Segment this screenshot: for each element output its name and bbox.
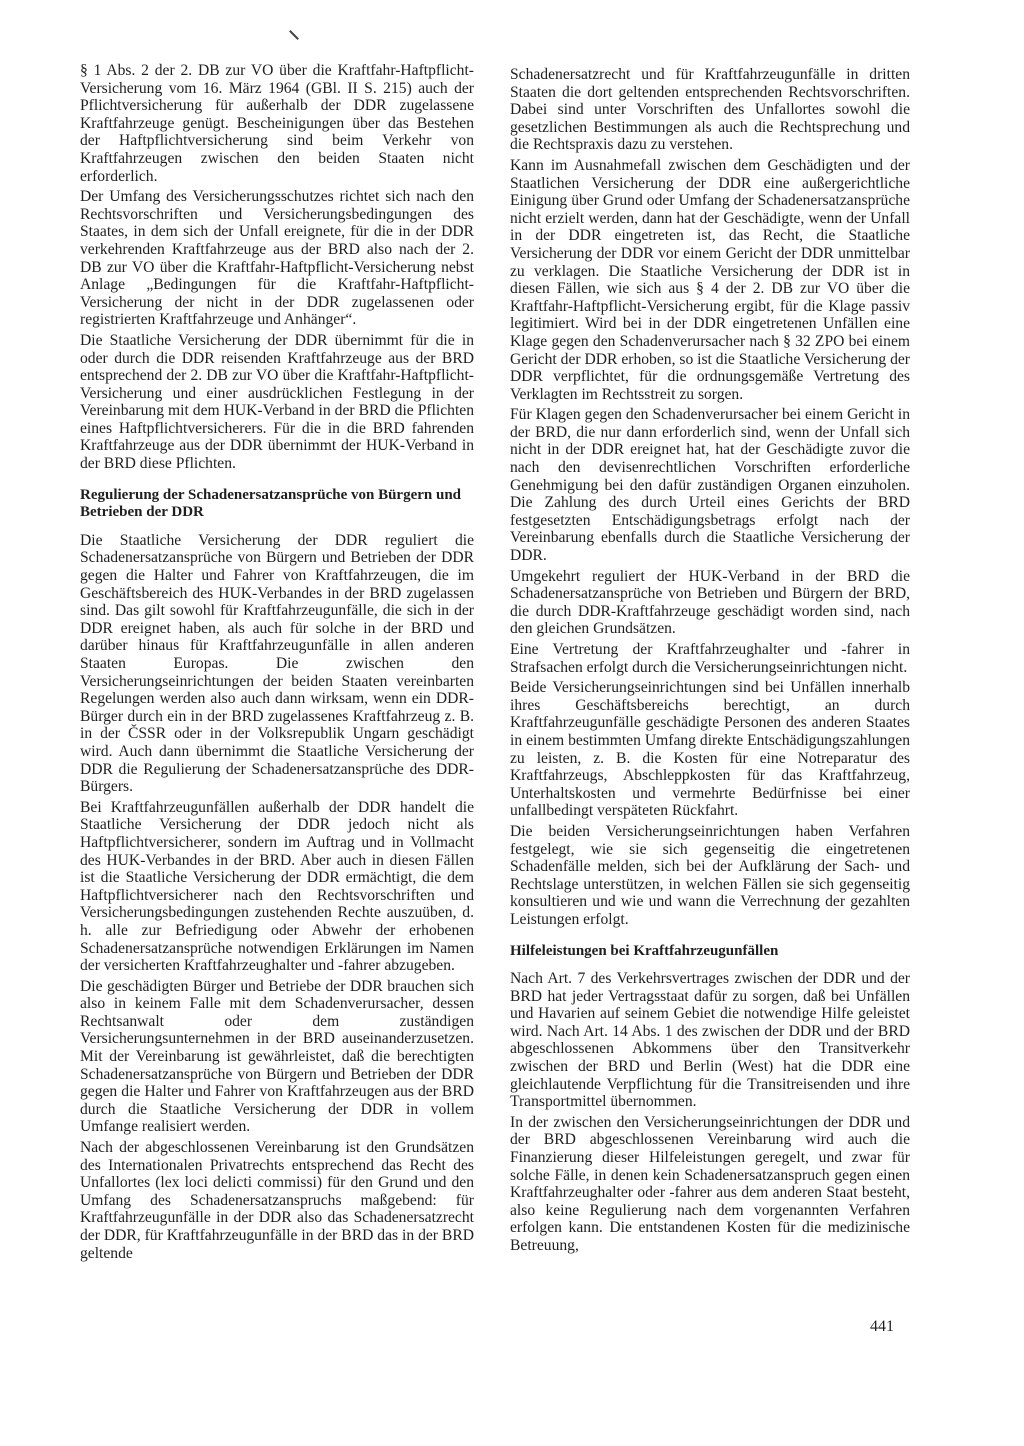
paragraph: Die Staatliche Versicherung der DDR übernimmt für die in oder durch die DDR reisenden Kraftfahrzeuge aus der BRD entsprechend der 2. DB zur VO über die Kraftfahr-Haftpflicht-Versicherung und einer ausdrücklichen Festlegung in der Vereinbarung mit dem HUK-Verband in der BRD die Pflichten eines Haftpflichtversicherers. Für die in die BRD fahrenden Kraftfahrzeuge aus der DDR übernimmt der HUK-Verband in der BRD diese Pflichten.	[80, 331, 474, 473]
paragraph: Kann im Ausnahmefall zwischen dem Geschädigten und der Staatlichen Versicherung der DDR eine außergerichtliche Einigung über Grund oder Umfang der Schadenersatzansprüche nicht erzielt werden, dann hat der Geschädigte, wenn der Unfall in der DDR eingetreten ist, das Recht, die Staatliche Versicherung der DDR vor einem Gericht der DDR unmittelbar zu verklagen. Die Staatliche Versicherung der DDR ist in diesen Fällen, wie sich aus § 4 der 2. DB zur VO über die Kraftfahr-Haftpflicht-Versicherung ergibt, für die Klage passiv legitimiert. Wird bei in der DDR eingetretenen Unfällen eine Klage gegen den Schadenverursacher nach § 32 ZPO bei einem Gericht der DDR erhoben, so ist die Staatliche Versicherung der DDR verpflichtet, für die ordnungsgemäße Vertretung des Verklagten im Rechtsstreit zu sorgen.	[510, 156, 910, 403]
left-column	[80, 62, 474, 1265]
paragraph: Umgekehrt reguliert der HUK-Verband in der BRD die Schadenersatzansprüche von Betrieben und Bürgern der BRD, die durch DDR-Kraftfahrzeuge geschädigt worden sind, nach den gleichen Grundsätzen.	[510, 567, 910, 638]
paragraph: Der Umfang des Versicherungsschutzes richtet sich nach den Rechtsvorschriften und Versicherungsbedingungen des Staates, in dem sich der Unfall ereignete, für die in der DDR verkehrenden Kraftfahrzeuge aus der BRD also nach der 2. DB zur VO über die Kraftfahr-Haftpflicht-Versicherung nebst Anlage „Bedingungen für die Kraftfahr-Haftpflicht-Versicherung der nicht in der DDR zugelassenen oder registrierten Kraftfahrzeuge und Anhänger“.	[80, 188, 474, 329]
paragraph: Nach Art. 7 des Verkehrsvertrages zwischen der DDR und der BRD hat jeder Vertragsstaat dafür zu sorgen, daß bei Unfällen und Havarien auf seinem Gebiet die notwendige Hilfe geleistet wird. Nach Art. 14 Abs. 1 des zwischen der DDR und der BRD abgeschlossenen Abkommens über den Transitverkehr zwischen der BRD und Berlin (West) hat die DDR eine gleichlautende Verpflichtung für die Transitreisenden und ihre Transportmittel übernommen.	[510, 970, 910, 1111]
section-heading: Regulierung der Schadenersatzansprüche von Bürgern und Betrieben der DDR	[80, 486, 462, 521]
paragraph: Schadenersatzrecht und für Kraftfahrzeugunfälle in dritten Staaten die dort geltenden entsprechenden Rechtsvorschriften. Dabei sind unter Vorschriften des Unfallortes sowohl die gesetzlichen Bestimmungen als auch die Rechtsprechung und die Rechtspraxis dazu zu verstehen.	[510, 66, 910, 154]
mark-top	[289, 30, 299, 40]
paragraph: Für Klagen gegen den Schadenverursacher bei einem Gericht in der BRD, die nur dann erforderlich sind, wenn der Unfall sich nicht in der DDR ereignet hat, hat der Geschädigte zuvor die nach den devisenrechtlichen Vorschriften erforderliche Genehmigung bei den dafür zuständigen Organen einzuholen. Die Zahlung des durch Urteil eines Gerichts der BRD festgesetzten Entschädigungsbetrags erfolgt nach der Vereinbarung ebenfalls durch die Staatliche Versicherung der DDR.	[510, 406, 910, 565]
paragraph: Die geschädigten Bürger und Betriebe der DDR brauchen sich also in keinem Falle mit dem Schadenverursacher, dessen Rechtsanwalt oder dem zuständigen Versicherungsunternehmen in der BRD auseinanderzusetzen. Mit der Vereinbarung ist gewährleistet, daß die berechtigten Schadenersatzansprüche von Bürgern und Betrieben der DDR gegen die Halter und Fahrer von Kraftfahrzeugen aus der BRD durch die Staatliche Versicherung der DDR in vollem Umfange realisiert werden.	[80, 977, 474, 1136]
paragraph: Die beiden Versicherungseinrichtungen haben Verfahren festgelegt, wie sie sich gegenseitig die eingetretenen Schadenfälle melden, sich bei der Aufklärung der Sach- und Rechtslage unterstützen, in welchen Fällen sie sich gegenseitig konsultieren und wie und wann die Verrechnung der gezahlten Leistungen erfolgt.	[510, 822, 910, 928]
paragraph: Eine Vertretung der Kraftfahrzeughalter und -fahrer in Strafsachen erfolgt durch die Versicherungseinrichtungen nicht.	[510, 641, 910, 676]
page-number: 441	[870, 1318, 894, 1335]
right-column	[510, 66, 910, 1258]
paragraph: Bei Kraftfahrzeugunfällen außerhalb der DDR handelt die Staatliche Versicherung der DDR jedoch nicht als Haftpflichtversicherer, sondern im Auftrag und in Vollmacht des HUK-Verbandes in der BRD. Aber auch in diesen Fällen ist die Staatliche Versicherung der DDR ermächtigt, die dem Haftpflichtversicherer nach den Rechtsvorschriften und Versicherungsbedingungen zustehenden Rechte auszuüben, d. h. alle zur Befriedigung oder Abwehr der erhobenen Schadenersatzansprüche notwendigen Erklärungen im Namen der versicherten Kraftfahrzeughalter und -fahrer abzugeben.	[80, 798, 474, 975]
paragraph: Nach der abgeschlossenen Vereinbarung ist den Grundsätzen des Internationalen Privatrechts entsprechend das Recht des Unfallortes (lex loci delicti commissi) für den Grund und den Umfang des Schadenersatzanspruchs maßgebend: für Kraftfahrzeugunfälle in der DDR also das Schadenersatzrecht der DDR, für Kraftfahrzeugunfälle in der BRD das in der BRD geltende	[80, 1139, 474, 1262]
section-heading: Hilfeleistungen bei Kraftfahrzeugunfällen	[510, 942, 779, 959]
paragraph: In der zwischen den Versicherungseinrichtungen der DDR und der BRD abgeschlossenen Vereinbarung wird auch die Finanzierung dieser Hilfeleistungen geregelt, und zwar für solche Fälle, in denen kein Schadenersatzanspruch gegen einen Kraftfahrzeughalter oder -fahrer aus dem anderen Staat besteht, also keine Regulierung nach dem vorgenannten Verfahren erfolgen kann. Die entstandenen Kosten für die medizinische Betreuung,	[510, 1113, 910, 1254]
paragraph: § 1 Abs. 2 der 2. DB zur VO über die Kraftfahr-Haftpflicht-Versicherung vom 16. März 1964 (GBl. II S. 215) auch der Pflichtversicherung für außerhalb der DDR zugelassene Kraftfahrzeuge genügt. Bescheinigungen über das Bestehen der Haftpflichtversicherung sind beim Verkehr von Kraftfahrzeugen zwischen den beiden Staaten nicht erforderlich.	[80, 62, 474, 185]
paragraph: Die Staatliche Versicherung der DDR reguliert die Schadenersatzansprüche von Bürgern und Betrieben der DDR gegen die Halter und Fahrer von Kraftfahrzeugen, die im Geschäftsbereich des HUK-Verbandes in der BRD zugelassen sind. Das gilt sowohl für Kraftfahrzeugunfälle, die sich in der DDR ereignet haben, als auch für solche in der BRD und darüber hinaus für Kraftfahrzeugunfälle in allen anderen Staaten Europas. Die zwischen den Versicherungseinrichtungen der beiden Staaten vereinbarten Regelungen werden also auch dann wirksam, wenn ein DDR-Bürger durch ein in der BRD zugelassenes Kraftfahrzeug z. B. in der ČSSR oder in der Volksrepublik Ungarn geschädigt wird. Auch dann übernimmt die Staatliche Versicherung der DDR die Regulierung der Schadenersatzansprüche des DDR-Bürgers.	[80, 531, 474, 796]
paragraph: Beide Versicherungseinrichtungen sind bei Unfällen innerhalb ihres Geschäftsbereichs berechtigt, an durch Kraftfahrzeugunfälle geschädigte Personen des anderen Staates in einem bestimmten Umfang direkte Entschädigungszahlungen zu leisten, z. B. die Kosten für eine Notreparatur des Kraftfahrzeugs, Abschleppkosten für das Kraftfahrzeug, Unterhaltskosten und vermehrte Bedürfnisse bei einer unfallbedingt verspäteten Rückfahrt.	[510, 679, 910, 820]
